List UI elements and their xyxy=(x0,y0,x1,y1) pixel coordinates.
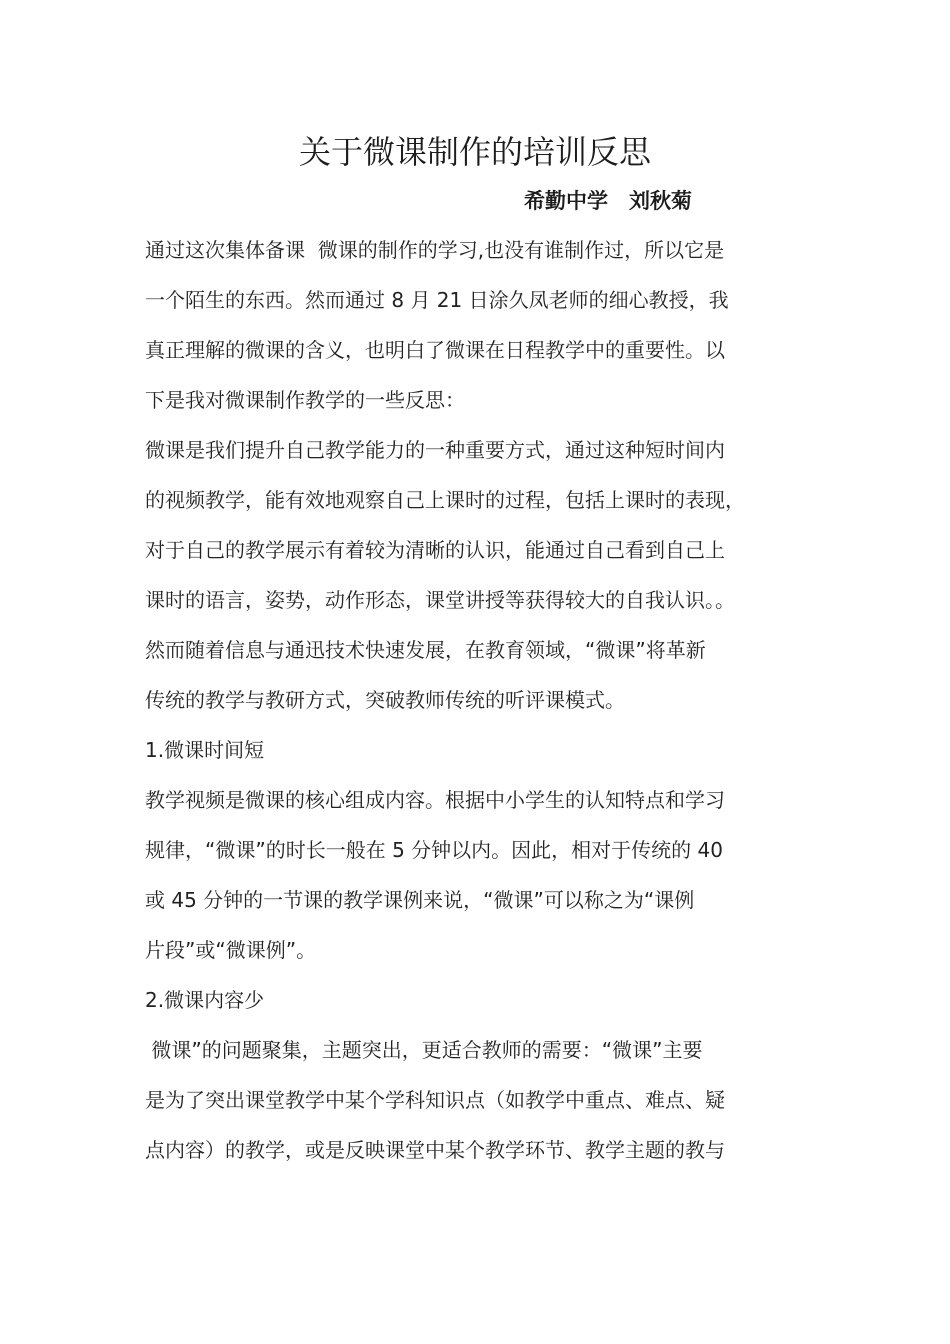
body-line: 传统的教学与教研方式，突破教师传统的听评课模式。 xyxy=(145,688,625,712)
body-line: 课时的语言，姿势，动作形态，课堂讲授等获得较大的自我认识。。 xyxy=(145,588,735,612)
body-line: 点内容）的教学，或是反映课堂中某个教学环节、教学主题的教与 xyxy=(145,1138,725,1162)
body-line: 一个陌生的东西。然而通过 8 月 21 日涂久凤老师的细心教授，我 xyxy=(145,288,729,312)
author-byline: 希勤中学 刘秋菊 xyxy=(524,189,692,213)
body-line: 下是我对微课制作教学的一些反思： xyxy=(145,388,465,412)
body-line: 教学视频是微课的核心组成内容。根据中小学生的认知特点和学习 xyxy=(145,788,725,812)
section-heading: 1.微课时间短 xyxy=(145,738,265,762)
body-line: 微课是我们提升自己教学能力的一种重要方式，通过这种短时间内 xyxy=(145,438,725,462)
body-line: 规律，“微课”的时长一般在 5 分钟以内。因此，相对于传统的 40 xyxy=(145,838,723,862)
body-line: 微课”的问题聚集，主题突出，更适合教师的需要：“微课”主要 xyxy=(145,1038,703,1062)
document-body xyxy=(145,225,815,1175)
section-heading: 2.微课内容少 xyxy=(145,988,265,1012)
document-title: 关于微课制作的培训反思 xyxy=(298,133,651,171)
body-line: 真正理解的微课的含义，也明白了微课在日程教学中的重要性。以 xyxy=(145,338,725,362)
body-line: 的视频教学，能有效地观察自己上课时的过程，包括上课时的表现， xyxy=(145,488,745,512)
body-line: 或 45 分钟的一节课的教学课例来说，“微课”可以称之为“课例 xyxy=(145,888,695,912)
body-line: 通过这次集体备课 微课的制作的学习,也没有谁制作过，所以它是 xyxy=(145,238,725,262)
body-line: 对于自己的教学展示有着较为清晰的认识，能通过自己看到自己上 xyxy=(145,538,725,562)
body-line: 片段”或“微课例”。 xyxy=(145,938,317,962)
body-line: 然而随着信息与通迅技术快速发展，在教育领域，“微课”将革新 xyxy=(145,638,706,662)
body-line: 是为了突出课堂教学中某个学科知识点（如教学中重点、难点、疑 xyxy=(145,1088,725,1112)
